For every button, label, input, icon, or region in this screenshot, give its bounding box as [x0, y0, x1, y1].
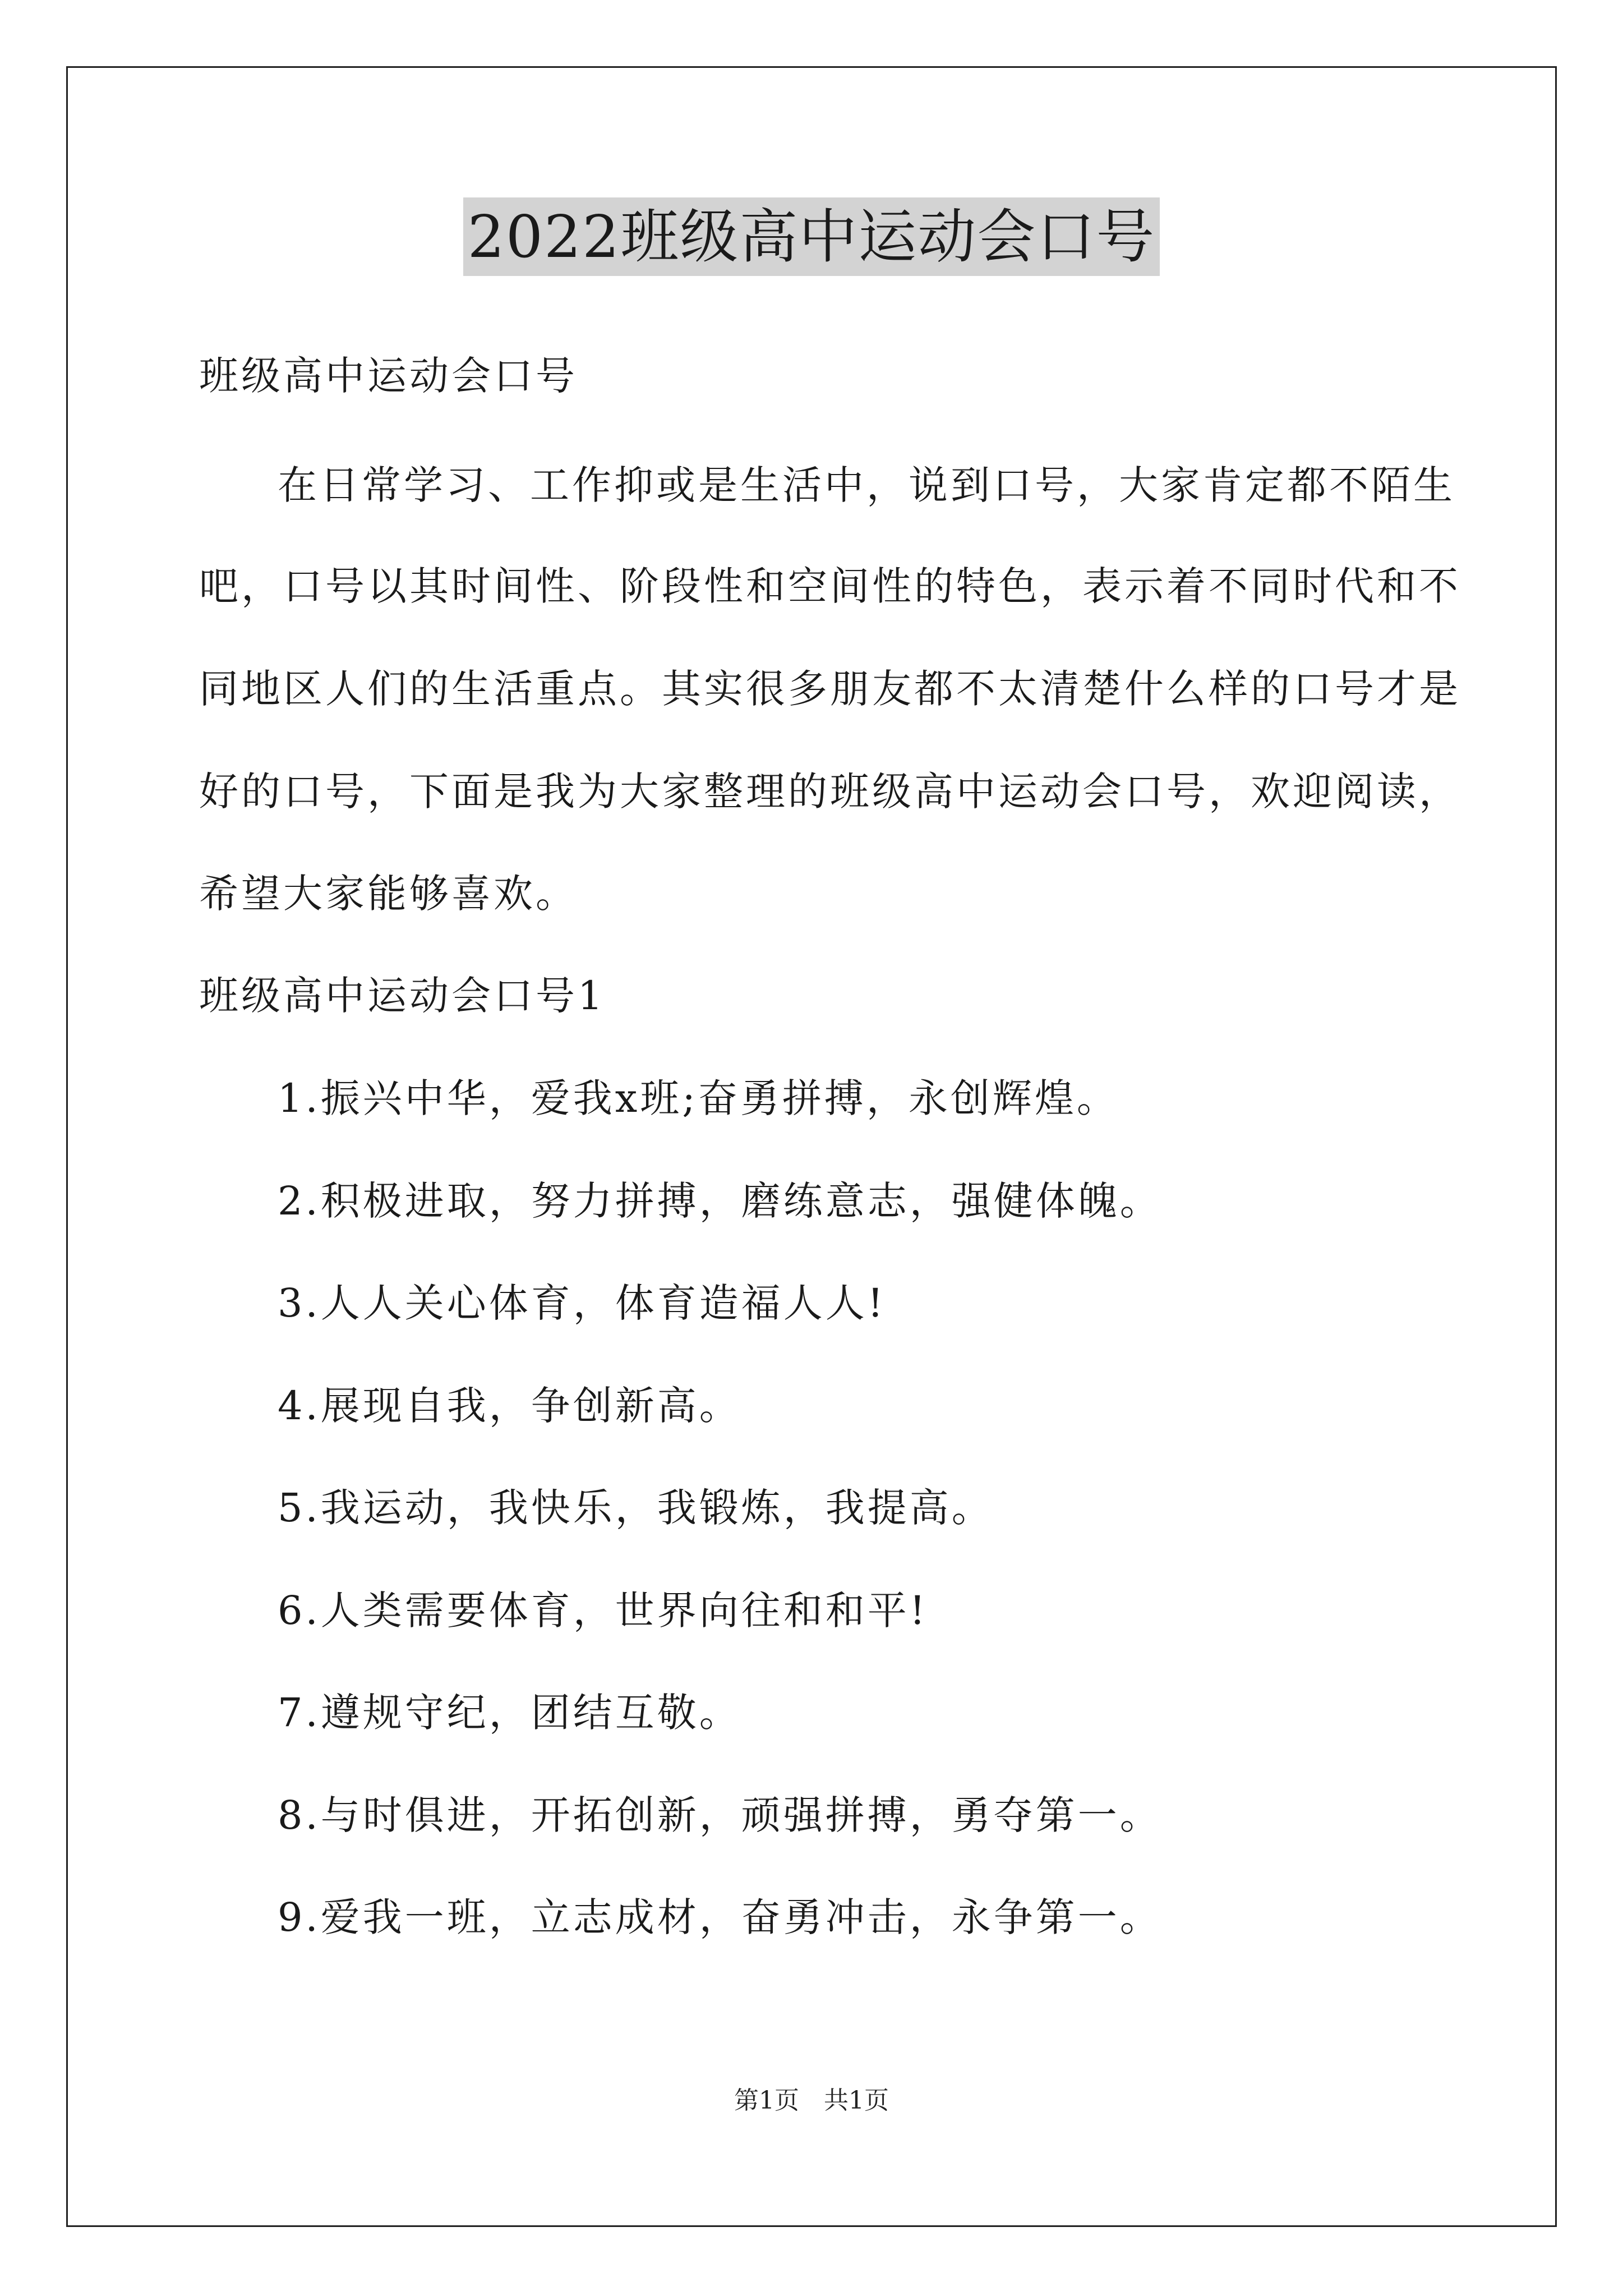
- document-title: 2022班级高中运动会口号: [463, 197, 1160, 276]
- intro-line: 同地区人们的生活重点。其实很多朋友都不太清楚什么样的口号才是: [199, 666, 1461, 712]
- slogan-item: 5.我运动，我快乐，我锻炼，我提高。: [278, 1485, 994, 1531]
- intro-line: 在日常学习、工作抑或是生活中，说到口号，大家肯定都不陌生: [278, 462, 1455, 508]
- document-subtitle: 班级高中运动会口号: [199, 353, 578, 399]
- slogan-item: 9.爱我一班，立志成材，奋勇冲击，永争第一。: [278, 1894, 1162, 1940]
- section-heading: 班级高中运动会口号1: [199, 973, 606, 1019]
- slogan-item: 8.与时俱进，开拓创新，顽强拼搏，勇夺第一。: [278, 1792, 1162, 1838]
- page-number: 第1页 共1页: [734, 2086, 889, 2115]
- slogan-item: 1.振兴中华，爱我x班;奋勇拼搏，永创辉煌。: [278, 1075, 1119, 1121]
- intro-line: 吧，口号以其时间性、阶段性和空间性的特色，表示着不同时代和不: [199, 563, 1461, 609]
- slogan-item: 7.遵规守纪，团结互敬。: [278, 1690, 741, 1736]
- slogan-item: 6.人类需要体育，世界向往和和平!: [278, 1588, 928, 1634]
- intro-line: 希望大家能够喜欢。: [199, 871, 578, 917]
- title-container: [0, 197, 1623, 276]
- slogan-item: 4.展现自我，争创新高。: [278, 1383, 741, 1429]
- slogan-item: 2.积极进取，努力拼搏，磨练意志，强健体魄。: [278, 1178, 1162, 1224]
- slogan-item: 3.人人关心体育，体育造福人人!: [278, 1280, 886, 1326]
- intro-line: 好的口号，下面是我为大家整理的班级高中运动会口号，欢迎阅读，: [199, 769, 1461, 815]
